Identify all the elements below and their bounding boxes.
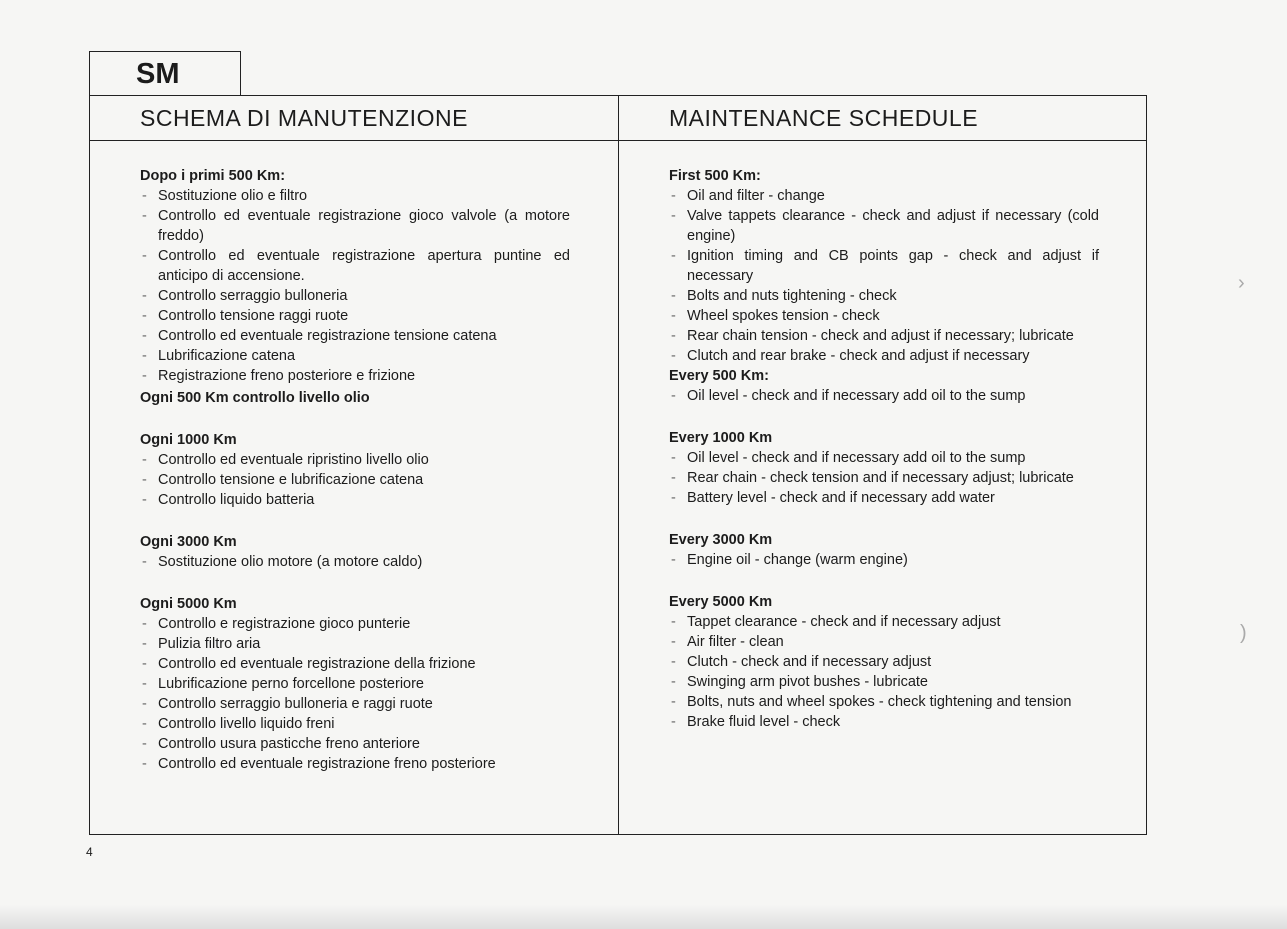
- list-item: - Battery level - check and if necessary add water: [669, 488, 1099, 508]
- list-item: - Controllo tensione e lubrificazione catena: [140, 470, 570, 490]
- list-item: - Lubrificazione catena: [140, 346, 570, 366]
- section-heading: Ogni 5000 Km: [140, 596, 237, 612]
- list-item: - Clutch and rear brake - check and adjust if necessary: [669, 346, 1099, 366]
- list-item: - Controllo liquido batteria: [140, 490, 570, 510]
- page-number: 4: [86, 845, 93, 859]
- section-heading: Dopo i primi 500 Km:: [140, 168, 286, 184]
- italian-column: [140, 166, 570, 774]
- list-item: - Registrazione freno posteriore e frizione: [140, 366, 570, 386]
- list-item: - Controllo ed eventuale registrazione gioco valvole (a motore freddo): [140, 206, 570, 246]
- list-item: - Pulizia filtro aria: [140, 634, 570, 654]
- section-heading: Every 1000 Km: [669, 430, 773, 446]
- english-title: MAINTENANCE SCHEDULE: [669, 105, 979, 131]
- italian-title: SCHEMA DI MANUTENZIONE: [140, 105, 468, 131]
- english-column: [669, 166, 1099, 732]
- list-item: - Bolts, nuts and wheel spokes - check tightening and tension: [669, 692, 1099, 712]
- section-heading: Ogni 1000 Km: [140, 432, 237, 448]
- section-heading: Ogni 3000 Km: [140, 534, 237, 550]
- list-item: - Controllo tensione raggi ruote: [140, 306, 570, 326]
- list-item: - Oil level - check and if necessary add oil to the sump: [669, 386, 1099, 406]
- list-item: - Controllo ed eventuale registrazione apertura puntine ed anticipo di accensione.: [140, 246, 570, 286]
- section-heading: Every 500 Km:: [669, 368, 769, 384]
- list-item: - Rear chain - check tension and if necessary adjust; lubricate: [669, 468, 1099, 488]
- section-heading: Every 3000 Km: [669, 532, 773, 548]
- list-item: - Swinging arm pivot bushes - lubricate: [669, 672, 1099, 692]
- binding-hole-mark: ): [1240, 622, 1247, 644]
- list-item: - Bolts and nuts tightening - check: [669, 286, 1099, 306]
- list-item: - Controllo e registrazione gioco punterie: [140, 614, 570, 634]
- list-item: - Controllo ed eventuale registrazione freno posteriore: [140, 754, 570, 774]
- list-item: - Sostituzione olio e filtro: [140, 186, 570, 206]
- column-divider: [618, 96, 619, 834]
- binding-hole-mark: ›: [1238, 272, 1245, 294]
- list-item: - Controllo ed eventuale ripristino livello olio: [140, 450, 570, 470]
- section-code-tab: SM: [89, 51, 241, 95]
- list-item: - Wheel spokes tension - check: [669, 306, 1099, 326]
- list-item: - Oil level - check and if necessary add oil to the sump: [669, 448, 1099, 468]
- list-item: - Engine oil - change (warm engine): [669, 550, 1099, 570]
- schedule-frame: [89, 95, 1147, 835]
- list-item: - Controllo usura pasticche freno anteriore: [140, 734, 570, 754]
- list-item: - Controllo ed eventuale registrazione tensione catena: [140, 326, 570, 346]
- page-edge-shadow: [0, 905, 1287, 929]
- list-item: - Clutch - check and if necessary adjust: [669, 652, 1099, 672]
- list-item: - Valve tappets clearance - check and adjust if necessary (cold engine): [669, 206, 1099, 246]
- section-heading: Ogni 500 Km controllo livello olio: [140, 390, 370, 406]
- list-item: - Brake fluid level - check: [669, 712, 1099, 732]
- list-item: - Oil and filter - change: [669, 186, 1099, 206]
- list-item: - Controllo livello liquido freni: [140, 714, 570, 734]
- list-item: - Sostituzione olio motore (a motore caldo): [140, 552, 570, 572]
- list-item: - Controllo serraggio bulloneria e raggi ruote: [140, 694, 570, 714]
- list-item: - Ignition timing and CB points gap - check and adjust if necessary: [669, 246, 1099, 286]
- list-item: - Controllo ed eventuale registrazione della frizione: [140, 654, 570, 674]
- list-item: - Controllo serraggio bulloneria: [140, 286, 570, 306]
- list-item: - Rear chain tension - check and adjust if necessary; lubricate: [669, 326, 1099, 346]
- list-item: - Tappet clearance - check and if necessary adjust: [669, 612, 1099, 632]
- list-item: - Air filter - clean: [669, 632, 1099, 652]
- section-heading: First 500 Km:: [669, 168, 761, 184]
- list-item: - Lubrificazione perno forcellone posteriore: [140, 674, 570, 694]
- section-heading: Every 5000 Km: [669, 594, 773, 610]
